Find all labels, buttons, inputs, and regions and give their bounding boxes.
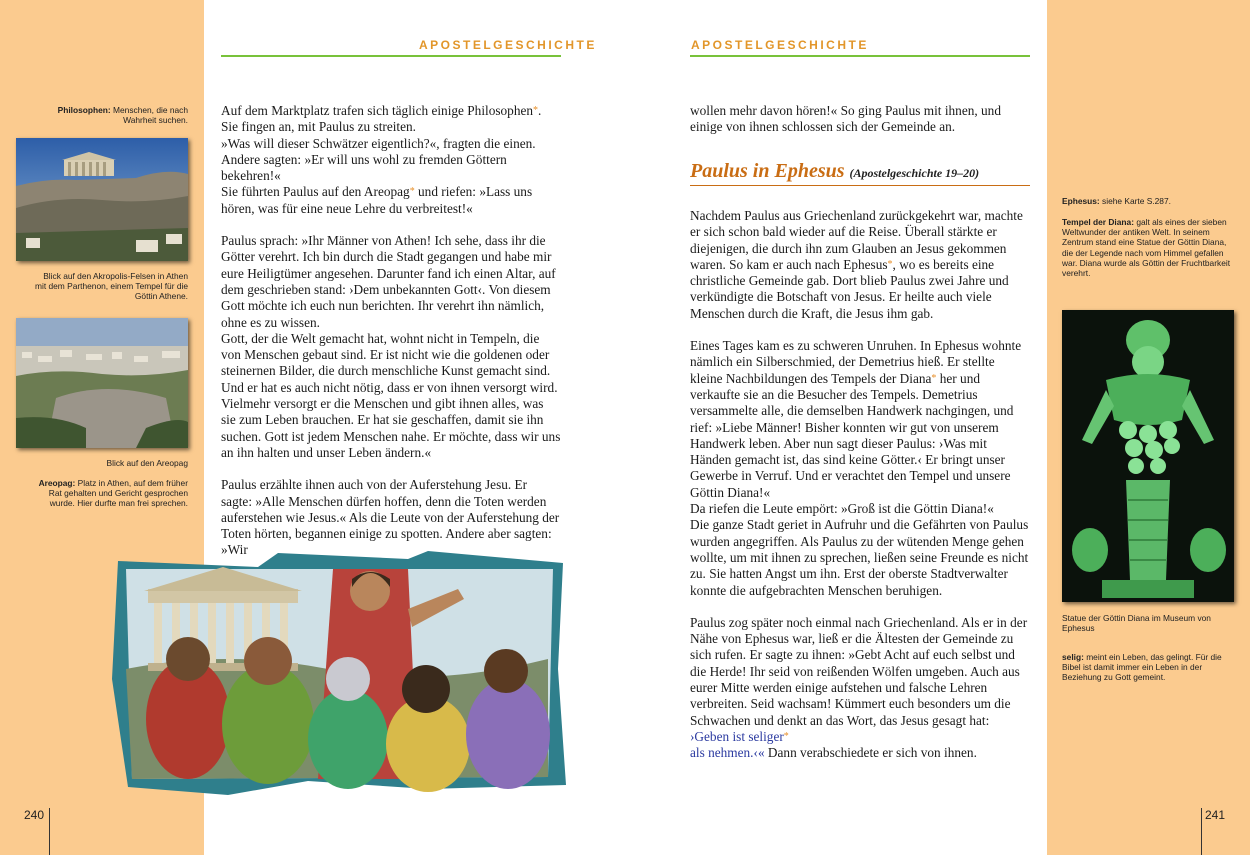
page-number-rule-left bbox=[49, 808, 50, 855]
areopag-photo bbox=[16, 318, 188, 448]
quote-link: als nehmen.‹« bbox=[690, 745, 765, 761]
paragraph bbox=[690, 615, 1030, 762]
section-title-ref: (Apostelgeschichte 19–20) bbox=[849, 166, 980, 180]
gloss-text: galt als eines der sieben Weltwunder der antiken Welt. In seinem Zentrum stand eine Statue der Göttin Diana, die der Legende nach vom Himmel gefallen war. Diana wurde als Göttin der Fruchtbarkeit verehrt. bbox=[1062, 217, 1231, 279]
gloss-selig bbox=[1062, 652, 1232, 683]
gloss-text: meint ein Leben, das gelingt. Für die Bibel ist damit immer ein Leben in der Beziehung zu Gott gemeint. bbox=[1062, 652, 1222, 683]
paragraph: Die ganze Stadt geriet in Aufruhr und die Gefährten von Paulus wurden angegriffen. Als Paulus zu der wütenden Menge gehen wollte, um mit ihnen zu sprechen, ließen seine Freunde es nicht zu. Sie hatten Angst um ihn. Erst der oberste Stadtverwalter konnte die aufgebrachten Menschen beruhigen. bbox=[690, 517, 1029, 598]
paragraph bbox=[690, 338, 1030, 501]
gloss-text: Platz in Athen, auf dem früher Rat gehalten und Gericht gesprochen wurde. Hier durfte man frei sprechen. bbox=[48, 478, 188, 509]
text-run: Eines Tages kam es zu schweren Unruhen. In Ephesus wohnte nämlich ein Silberschmied, der Demetrius hieß. Er stellte kleine Nachbildungen des Tempels der Diana bbox=[690, 338, 1022, 386]
section-title-text: Paulus in Ephesus bbox=[690, 160, 845, 182]
right-body-text bbox=[690, 208, 1030, 762]
text-run: Sie führten Paulus auf den Areopag bbox=[221, 184, 410, 200]
gloss-term: Ephesus: bbox=[1062, 196, 1100, 206]
page-number-right: 241 bbox=[1205, 808, 1226, 822]
paulus-athens-illustration bbox=[108, 549, 566, 795]
diana-statue-image bbox=[1062, 310, 1234, 602]
text-run: Auf dem Marktplatz trafen sich täglich einige Philosophen bbox=[221, 103, 534, 118]
glossary-star: * bbox=[409, 186, 415, 198]
paragraph: Da riefen die Leute empört: »Groß ist die Göttin Diana!« bbox=[690, 501, 994, 517]
gloss-areopag bbox=[30, 478, 188, 509]
glossary-star: * bbox=[931, 372, 937, 384]
text-run: . Sie fingen an, mit Paulus zu streiten. bbox=[221, 103, 542, 135]
head-rule-right bbox=[690, 55, 1030, 57]
akropolis-photo bbox=[16, 138, 188, 261]
text-run: Paulus zog später noch einmal nach Griechenland. Als er in der Nähe von Ephesus war, ließ er die Ältesten der Gemeinde zu sich rufen. Er sagte zu ihnen: »Gebt Acht auf euch selbst und die Herde! Ihr seid von reißenden Wölfen umgeben. Auch aus eurer Mitte werden einige aufstehen und falsche Lehren verbreiten. Seid wachsam! Kümmert euch besonders um die Schwachen und denkt an das Wort, das Jesus gesagt hat: bbox=[690, 614, 1028, 728]
akropolis-image bbox=[16, 138, 188, 261]
running-head-right: APOSTELGESCHICHTE bbox=[691, 38, 869, 52]
gloss-term: Areopag: bbox=[38, 478, 76, 488]
paragraph: wollen mehr davon hören!« So ging Paulus mit ihnen, und einige von ihnen schlossen sich der Gemeinde an. bbox=[690, 103, 1001, 135]
quote-link: ›Geben ist seliger bbox=[690, 728, 784, 744]
illustration-image bbox=[108, 549, 566, 795]
paragraph bbox=[690, 208, 1030, 322]
text-run: her und verkaufte sie an die Besucher des Tempels. Demetrius versammelte alle, die demselben Handwerk nachgingen, und rief: »Liebe Männer! Bisher konnten wir gut von unserem Handwerk leben. Aber nun sagt dieser Paulus: ›Was mit Händen gemacht ist, das sind keine Götter.‹ Er bringt unser Gewerbe in Verruf. Und er verachtet den Tempel und unsere Göttin Diana!« bbox=[690, 370, 1014, 500]
text-run: Nachdem Paulus aus Griechenland zurückgekehrt war, machte er sich schon bald wieder auf die Reise. Überall stärkte er diejenigen, die durch ihn zum Glauben an Jesus gekommen waren. So kam er auch nach Ephesus bbox=[690, 208, 1023, 272]
page-number-left: 240 bbox=[24, 808, 45, 822]
right-body-top bbox=[690, 103, 1030, 136]
caption-areopag: Blick auf den Areopag bbox=[106, 458, 188, 468]
paragraph: Gott, der die Welt gemacht hat, wohnt nicht in Tempeln, die von Menschen gebaut sind. Er ist nicht wie die goldenen oder steinernen Bilder, die durch menschliche Kunst gemacht sind. Und er hat es auch nicht nötig, dass er von ihnen versorgt wird. Vielmehr versorgt er die Menschen und gibt ihnen alles, was sie zum Leben brauchen. Er hat sie geschaffen, damit sie ihn suchen. Gott ist jedem Menschen nahe. Er möchte, dass wir uns an ihn halten und unser Leben ändern.« bbox=[221, 330, 561, 460]
gloss-term: Philosophen: bbox=[57, 105, 111, 115]
caption-statue: Statue der Göttin Diana im Museum von Ephesus bbox=[1062, 613, 1211, 634]
paragraph: »Was will dieser Schwätzer eigentlich?«, fragten die einen. Andere sagten: »Er will uns wohl zu fremden Göttern bekehren!« bbox=[221, 135, 536, 184]
paragraph bbox=[221, 103, 561, 136]
gloss-term: selig: bbox=[1062, 652, 1084, 662]
gloss-term: Tempel der Diana: bbox=[1062, 217, 1134, 227]
paragraph: Paulus erzählte ihnen auch von der Auferstehung Jesu. Er sagte: »Alle Menschen dürfen hoffen, denn die Toten werden auferstehen wie Jesus.« Als die Leute von der Auferstehung der Toten hörten, begannen einige zu spotten. Andere aber sagten: »Wir bbox=[221, 477, 560, 558]
running-head-left: APOSTELGESCHICHTE bbox=[419, 38, 597, 52]
diana-statue-photo bbox=[1062, 310, 1234, 602]
text-run: , wo es bereits eine christliche Gemeinde gab. Dort blieb Paulus zwei Jahre und verkündigte die Botschaft von Jesus. Er heilte auch viele Menschen durch die Kraft, die Jesus ihm gab. bbox=[690, 256, 1009, 321]
gloss-diana bbox=[1062, 217, 1232, 278]
caption-akropolis: Blick auf den Akropolis-Felsen in Athen mit dem Parthenon, einem Tempel für die Göttin Athene. bbox=[35, 271, 188, 302]
paragraph: Paulus sprach: »Ihr Männer von Athen! Ich sehe, dass ihr die Götter verehrt. Ich bin durch die Stadt gegangen und habe mir eure Heiligtümer angesehen. Darunter fand ich einen Altar, auf dem geschrieben stand: ›Dem unbekannten Gott‹. Von diesem Gott möchte ich euch nun berichten. Ihr verehrt ihn nämlich, ohne es zu wissen. bbox=[221, 233, 556, 330]
gloss-text: Menschen, die nach Wahrheit suchen. bbox=[113, 105, 188, 126]
paragraph bbox=[221, 184, 561, 217]
page-number-rule-right bbox=[1201, 808, 1202, 855]
section-title bbox=[690, 160, 1030, 186]
areopag-image bbox=[16, 318, 188, 448]
text-run: Dann verabschiedete er sich von ihnen. bbox=[764, 745, 977, 761]
glossary-star: * bbox=[887, 258, 893, 270]
gloss-philosophen bbox=[30, 105, 188, 125]
gloss-text: siehe Karte S.287. bbox=[1102, 196, 1171, 206]
glossary-star: * bbox=[533, 105, 539, 116]
head-rule-left bbox=[221, 55, 561, 57]
left-body-text bbox=[221, 103, 561, 559]
gloss-ephesus bbox=[1062, 196, 1232, 206]
glossary-star: * bbox=[783, 730, 789, 742]
text-run: und riefen: »Lass uns hören, was für eine neue Lehre du verbreitest!« bbox=[221, 184, 533, 216]
